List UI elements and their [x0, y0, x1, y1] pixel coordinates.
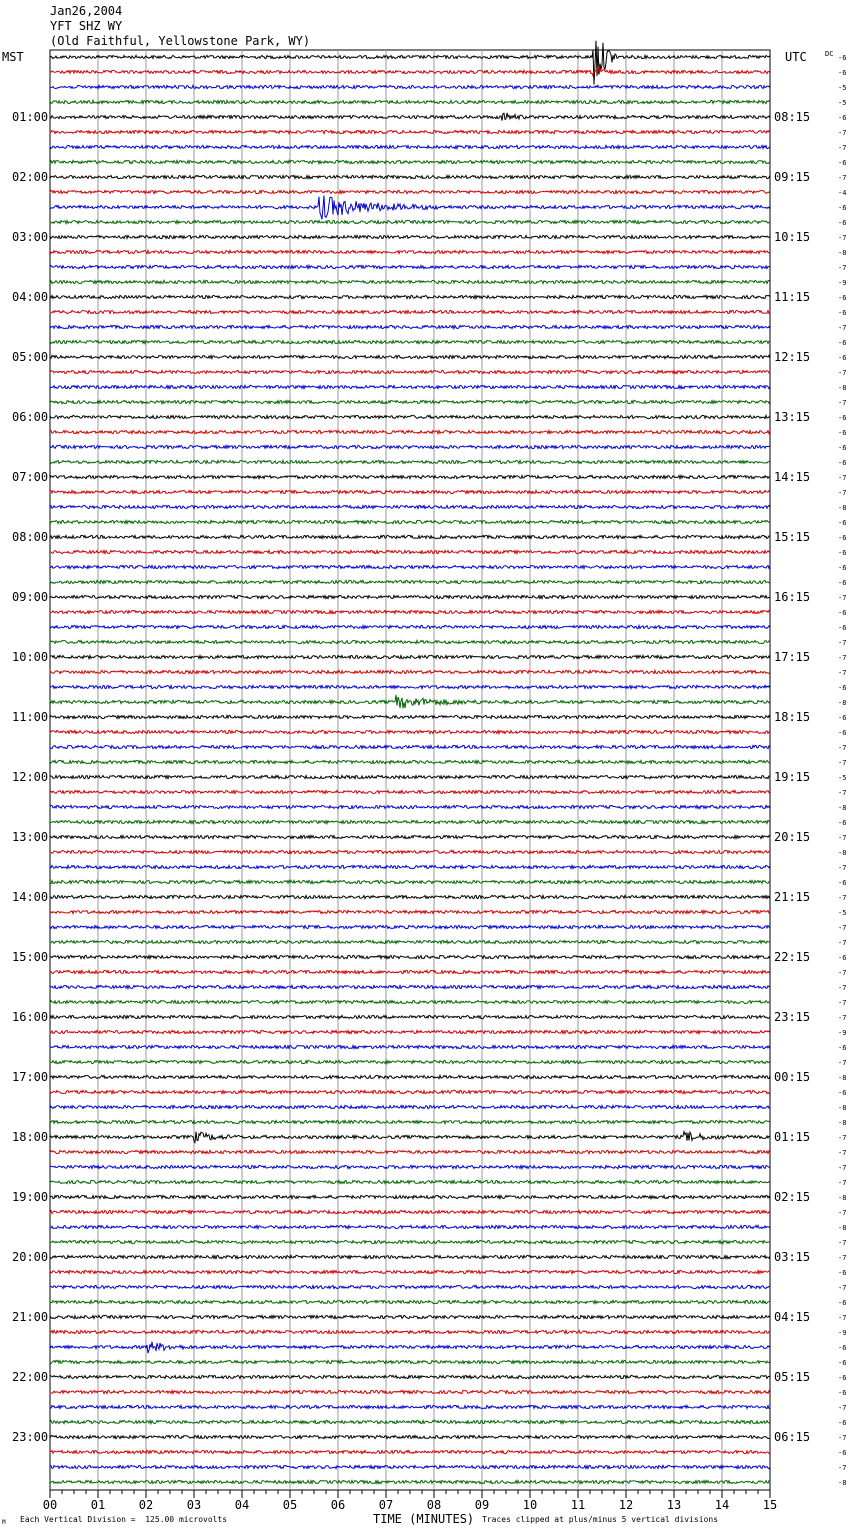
dc-offset-label: -6	[838, 354, 847, 362]
dc-offset-label: -7	[838, 1239, 847, 1247]
trace-line	[50, 865, 770, 868]
dc-offset-label: -7	[838, 1464, 847, 1472]
trace-line	[50, 250, 770, 253]
dc-offset-label: -8	[838, 504, 847, 512]
trace-line	[50, 113, 770, 121]
trace-line	[50, 196, 770, 220]
dc-offset-label: -6	[838, 1269, 847, 1277]
trace-line	[50, 805, 770, 808]
trace-line	[50, 895, 770, 898]
hour-label-utc: 09:15	[774, 170, 811, 184]
trace-line	[50, 1300, 770, 1303]
hour-label-mst: 08:00	[12, 530, 49, 544]
hour-label-mst: 12:00	[12, 770, 49, 784]
dc-offset-label: -6	[838, 444, 847, 452]
trace-line	[50, 310, 770, 313]
hour-label-mst: 01:00	[12, 110, 49, 124]
dc-offset-label: -7	[838, 1014, 847, 1022]
dc-offset-label: -6	[838, 459, 847, 467]
dc-offset-label: -7	[838, 669, 847, 677]
x-tick-label: 10	[522, 1498, 538, 1512]
trace-line	[50, 280, 770, 283]
trace-line	[50, 955, 770, 958]
hour-label-mst: 11:00	[12, 710, 49, 724]
hour-label-mst: 06:00	[12, 410, 49, 424]
dc-offset-label: -5	[838, 774, 847, 782]
trace-line	[50, 1195, 770, 1198]
hour-label-mst: 05:00	[12, 350, 49, 364]
dc-offset-label: -6	[838, 54, 847, 62]
trace-line	[50, 790, 770, 793]
x-tick-label: 12	[618, 1498, 634, 1512]
dc-offset-label: -7	[838, 1164, 847, 1172]
trace-line	[50, 1420, 770, 1423]
trace-line	[50, 475, 770, 478]
trace-line	[50, 940, 770, 943]
trace-line	[50, 695, 770, 709]
dc-offset-label: -7	[838, 144, 847, 152]
trace-line	[50, 1435, 770, 1438]
hour-label-utc: 19:15	[774, 770, 811, 784]
dc-offset-label: -6	[838, 69, 847, 77]
trace-line	[50, 1375, 770, 1378]
hour-label-mst: 20:00	[12, 1250, 49, 1264]
hour-label-utc: 23:15	[774, 1010, 811, 1024]
dc-offset-label: -6	[838, 624, 847, 632]
corner-mark: M	[2, 1519, 6, 1526]
dc-offset-label: -8	[838, 249, 847, 257]
trace-line	[50, 1165, 770, 1168]
dc-offset-label: -6	[838, 729, 847, 737]
hour-label-utc: 03:15	[774, 1250, 811, 1264]
hour-label-mst: 15:00	[12, 950, 49, 964]
location-label: (Old Faithful, Yellowstone Park, WY)	[50, 34, 311, 48]
dc-offset-label: -6	[838, 534, 847, 542]
trace-line	[50, 415, 770, 418]
hour-label-mst: 19:00	[12, 1190, 49, 1204]
trace-line	[50, 67, 770, 76]
trace-line	[50, 1120, 770, 1123]
dc-offset-label: -5	[838, 909, 847, 917]
dc-offset-label: -6	[838, 1359, 847, 1367]
dc-offset-label: -6	[838, 549, 847, 557]
dc-offset-label: -5	[838, 84, 847, 92]
trace-line	[50, 535, 770, 538]
dc-offset-label: -4	[838, 189, 847, 197]
dc-offset-label: -6	[838, 879, 847, 887]
clip-note: Traces clipped at plus/minus 5 vertical divisions	[482, 1515, 719, 1524]
x-tick-label: 08	[426, 1498, 442, 1512]
x-tick-label: 02	[138, 1498, 154, 1512]
dc-offset-label: -7	[838, 1254, 847, 1262]
plot-frame	[50, 50, 770, 1490]
trace-line	[50, 520, 770, 523]
dc-offset-label: -7	[838, 1134, 847, 1142]
trace-line	[50, 220, 770, 223]
trace-line	[50, 430, 770, 433]
date-label: Jan26,2004	[50, 4, 123, 18]
dc-offset-label: -6	[838, 1344, 847, 1352]
dc-offset-label: -6	[838, 114, 847, 122]
trace-line	[50, 1255, 770, 1258]
hour-label-utc: 18:15	[774, 710, 811, 724]
hour-label-mst: 13:00	[12, 830, 49, 844]
hour-label-utc: 10:15	[774, 230, 811, 244]
dc-offset-label: -6	[838, 414, 847, 422]
dc-offset-label: -7	[838, 984, 847, 992]
trace-line	[50, 1105, 770, 1108]
hour-label-utc: 00:15	[774, 1070, 811, 1084]
hour-label-mst: 09:00	[12, 590, 49, 604]
trace-line	[50, 670, 770, 673]
trace-line	[50, 640, 770, 643]
trace-line	[50, 1240, 770, 1243]
dc-offset-label: -6	[838, 1299, 847, 1307]
left-timezone-label: MST	[2, 50, 24, 64]
trace-line	[50, 1210, 770, 1213]
trace-line	[50, 1285, 770, 1288]
trace-line	[50, 1150, 770, 1153]
trace-line	[50, 985, 770, 988]
hour-label-mst: 18:00	[12, 1130, 49, 1144]
trace-line	[50, 190, 770, 193]
trace-line	[50, 1000, 770, 1003]
hour-label-utc: 08:15	[774, 110, 811, 124]
trace-line	[50, 580, 770, 583]
trace-line	[50, 460, 770, 463]
x-axis-title: TIME (MINUTES)	[373, 1512, 475, 1526]
dc-offset-label: -7	[838, 969, 847, 977]
trace-line	[50, 1180, 770, 1183]
trace-line	[50, 925, 770, 928]
dc-offset-label: -7	[838, 834, 847, 842]
hour-label-utc: 06:15	[774, 1430, 811, 1444]
dc-offset-label: -7	[838, 1404, 847, 1412]
x-tick-label: 03	[186, 1498, 202, 1512]
trace-line	[50, 1060, 770, 1063]
dc-offset-label: -6	[838, 1419, 847, 1427]
trace-line	[50, 400, 770, 403]
trace-line	[50, 1390, 770, 1393]
trace-line	[50, 1090, 770, 1093]
x-tick-label: 00	[42, 1498, 58, 1512]
dc-offset-label: -7	[838, 174, 847, 182]
trace-line	[50, 1330, 770, 1333]
dc-offset-label: -9	[838, 1329, 847, 1337]
trace-line	[50, 730, 770, 733]
trace-line	[50, 41, 770, 85]
trace-line	[50, 145, 770, 148]
dc-offset-label: -7	[838, 399, 847, 407]
trace-line	[50, 760, 770, 763]
hour-label-utc: 05:15	[774, 1370, 811, 1384]
trace-line	[50, 490, 770, 493]
trace-line	[50, 715, 770, 718]
trace-line	[50, 85, 770, 88]
trace-line	[50, 1315, 770, 1318]
dc-offset-label: -7	[838, 744, 847, 752]
hour-label-mst: 02:00	[12, 170, 49, 184]
trace-line	[50, 385, 770, 388]
hour-label-utc: 02:15	[774, 1190, 811, 1204]
hour-label-utc: 20:15	[774, 830, 811, 844]
dc-offset-label: -6	[838, 339, 847, 347]
trace-line	[50, 175, 770, 178]
dc-offset-label: -8	[838, 1104, 847, 1112]
dc-offset-label: -7	[838, 924, 847, 932]
dc-offset-label: -6	[838, 609, 847, 617]
dc-offset-label: -8	[838, 1119, 847, 1127]
dc-offset-label: -7	[838, 1314, 847, 1322]
dc-offset-label: -7	[838, 324, 847, 332]
dc-offset-label: -6	[838, 1044, 847, 1052]
right-timezone-label: UTC	[785, 50, 807, 64]
trace-line	[50, 835, 770, 838]
dc-offset-label: -8	[838, 1479, 847, 1487]
trace-line	[50, 505, 770, 508]
dc-offset-label: -6	[838, 1449, 847, 1457]
hour-label-mst: 21:00	[12, 1310, 49, 1324]
trace-line	[50, 160, 770, 163]
hour-label-utc: 04:15	[774, 1310, 811, 1324]
dc-offset-label: -6	[838, 684, 847, 692]
trace-line	[50, 625, 770, 628]
dc-offset-label: -7	[838, 1209, 847, 1217]
trace-line	[50, 850, 770, 853]
hour-label-utc: 11:15	[774, 290, 811, 304]
hour-label-mst: 03:00	[12, 230, 49, 244]
dc-offset-label: -6	[838, 714, 847, 722]
x-tick-label: 01	[90, 1498, 106, 1512]
trace-line	[50, 370, 770, 373]
dc-offset-label: -7	[838, 654, 847, 662]
trace-line	[50, 265, 770, 268]
hour-label-utc: 14:15	[774, 470, 811, 484]
dc-offset-label: -5	[838, 99, 847, 107]
dc-offset-label: -6	[838, 1374, 847, 1382]
trace-line	[50, 550, 770, 553]
trace-line	[50, 685, 770, 688]
hour-label-mst: 07:00	[12, 470, 49, 484]
trace-line	[50, 1132, 770, 1143]
trace-line	[50, 655, 770, 658]
dc-offset-label: -7	[838, 489, 847, 497]
hour-label-mst: 14:00	[12, 890, 49, 904]
dc-offset-label: -6	[838, 954, 847, 962]
trace-line	[50, 235, 770, 238]
dc-offset-label: -7	[838, 789, 847, 797]
hour-label-utc: 13:15	[774, 410, 811, 424]
trace-line	[50, 910, 770, 913]
trace-line	[50, 445, 770, 448]
dc-offset-label: -6	[838, 219, 847, 227]
trace-line	[50, 880, 770, 883]
dc-offset-label: -8	[838, 804, 847, 812]
trace-line	[50, 595, 770, 598]
trace-line	[50, 1015, 770, 1018]
dc-offset-label: -7	[838, 264, 847, 272]
dc-offset-label: -8	[838, 1194, 847, 1202]
dc-offset-label: -7	[838, 1284, 847, 1292]
dc-offset-label: -6	[838, 429, 847, 437]
trace-line	[50, 1045, 770, 1048]
trace-line	[50, 1270, 770, 1273]
hour-label-mst: 10:00	[12, 650, 49, 664]
dc-offset-label: -8	[838, 849, 847, 857]
dc-offset-label: -6	[838, 204, 847, 212]
x-tick-label: 15	[762, 1498, 778, 1512]
dc-offset-label: -7	[838, 1059, 847, 1067]
dc-offset-label: -6	[838, 159, 847, 167]
hour-label-utc: 17:15	[774, 650, 811, 664]
dc-offset-label: -8	[838, 1074, 847, 1082]
dc-offset-label: -6	[838, 579, 847, 587]
x-tick-label: 14	[714, 1498, 730, 1512]
trace-line	[50, 565, 770, 568]
hour-label-utc: 22:15	[774, 950, 811, 964]
dc-offset-label: -7	[838, 1434, 847, 1442]
hour-label-utc: 16:15	[774, 590, 811, 604]
trace-line	[50, 1075, 770, 1078]
hour-label-mst: 04:00	[12, 290, 49, 304]
hour-label-mst: 16:00	[12, 1010, 49, 1024]
dc-offset-label: -7	[838, 1149, 847, 1157]
trace-line	[50, 610, 770, 613]
dc-offset-label: -7	[838, 594, 847, 602]
trace-line	[50, 295, 770, 298]
trace-line	[50, 340, 770, 343]
trace-line	[50, 1465, 770, 1468]
dc-offset-label: -7	[838, 999, 847, 1007]
dc-offset-label: -7	[838, 369, 847, 377]
x-tick-label: 04	[234, 1498, 250, 1512]
hour-label-mst: 23:00	[12, 1430, 49, 1444]
x-tick-label: 06	[330, 1498, 346, 1512]
trace-line	[50, 1225, 770, 1228]
dc-header-label: DC	[825, 50, 834, 58]
trace-line	[50, 745, 770, 748]
dc-offset-label: -6	[838, 564, 847, 572]
hour-label-utc: 01:15	[774, 1130, 811, 1144]
trace-line	[50, 355, 770, 358]
dc-offset-label: -7	[838, 864, 847, 872]
x-tick-label: 07	[378, 1498, 394, 1512]
hour-label-mst: 22:00	[12, 1370, 49, 1384]
dc-offset-label: -6	[838, 1089, 847, 1097]
trace-line	[50, 775, 770, 778]
dc-offset-label: -7	[838, 639, 847, 647]
hour-label-utc: 12:15	[774, 350, 811, 364]
dc-offset-label: -6	[838, 819, 847, 827]
dc-offset-label: -7	[838, 129, 847, 137]
dc-offset-label: -9	[838, 279, 847, 287]
dc-offset-label: -6	[838, 519, 847, 527]
dc-offset-label: -7	[838, 234, 847, 242]
dc-offset-label: -7	[838, 939, 847, 947]
dc-offset-label: -6	[838, 309, 847, 317]
x-tick-label: 11	[570, 1498, 586, 1512]
dc-offset-label: -8	[838, 384, 847, 392]
hour-label-utc: 15:15	[774, 530, 811, 544]
dc-offset-label: -6	[838, 1389, 847, 1397]
trace-line	[50, 1342, 770, 1354]
dc-offset-label: -6	[838, 294, 847, 302]
trace-line	[50, 970, 770, 973]
trace-line	[50, 325, 770, 328]
dc-offset-label: -7	[838, 894, 847, 902]
trace-line	[50, 100, 770, 103]
dc-offset-label: -7	[838, 1179, 847, 1187]
dc-offset-label: -9	[838, 1029, 847, 1037]
x-tick-label: 09	[474, 1498, 490, 1512]
trace-line	[50, 1450, 770, 1453]
trace-line	[50, 820, 770, 823]
x-tick-label: 13	[666, 1498, 682, 1512]
dc-offset-label: -7	[838, 759, 847, 767]
trace-line	[50, 1030, 770, 1033]
trace-line	[50, 1480, 770, 1483]
trace-line	[50, 1405, 770, 1408]
hour-label-utc: 21:15	[774, 890, 811, 904]
hour-label-mst: 17:00	[12, 1070, 49, 1084]
station-label: YFT SHZ WY	[50, 19, 123, 33]
trace-line	[50, 1360, 770, 1363]
dc-offset-label: -8	[838, 699, 847, 707]
dc-offset-label: -8	[838, 1224, 847, 1232]
x-tick-label: 05	[282, 1498, 298, 1512]
dc-offset-label: -7	[838, 474, 847, 482]
trace-line	[50, 130, 770, 133]
scale-note: Each Vertical Division = 125.00 microvolts	[20, 1515, 228, 1524]
